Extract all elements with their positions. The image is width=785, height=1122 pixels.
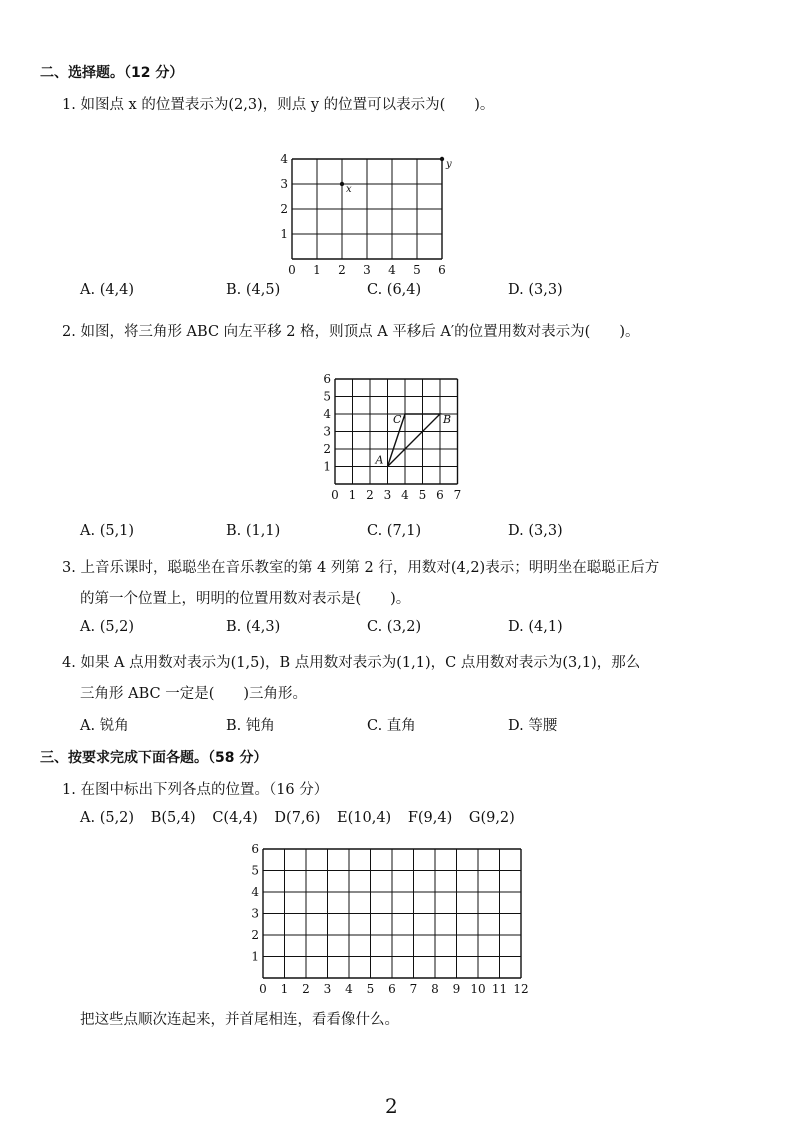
q1-option-c[interactable]: C. (6,4) [367, 282, 422, 298]
q2-option-a[interactable]: A. (5,1) [80, 523, 135, 539]
x-tick-label: 1 [313, 263, 321, 277]
y-tick-label: 2 [251, 928, 259, 943]
x-tick-label: 1 [280, 982, 289, 996]
vertex-label-A: A [375, 453, 384, 467]
x-tick-label: 2 [366, 488, 374, 502]
q1-grid-figure [280, 130, 470, 275]
x-tick-label: 6 [388, 982, 396, 996]
section3-heading: 三、按要求完成下面各题。（58 分） [40, 750, 268, 766]
x-tick-label: 0 [259, 982, 267, 996]
y-tick-label: 6 [323, 372, 331, 387]
y-tick-label: 3 [280, 177, 288, 192]
s3-q1-text: 1. 在图中标出下列各点的位置。（16 分） [62, 782, 329, 798]
y-tick-label: 4 [280, 152, 288, 167]
y-tick-label: 1 [280, 227, 288, 242]
point-d: D(7,6) [274, 810, 321, 826]
x-tick-label: 12 [513, 982, 529, 996]
x-tick-label: 9 [452, 982, 461, 996]
q3-option-b[interactable]: B. (4,3) [226, 619, 281, 635]
q3-text-line1: 3. 上音乐课时，聪聪坐在音乐教室的第 4 列第 2 行，用数对(4,2)表示；明明坐在聪聪正后方 [62, 560, 660, 576]
q3-option-c[interactable]: C. (3,2) [367, 619, 422, 635]
q3-text-line2: 的第一个位置上，明明的位置用数对表示是( )。 [80, 591, 411, 607]
y-tick-label: 2 [280, 202, 288, 217]
y-tick-label: 5 [251, 863, 259, 878]
point-label-y: y [446, 159, 452, 170]
q2-option-b[interactable]: B. (1,1) [226, 523, 281, 539]
x-tick-label: 3 [363, 263, 371, 277]
x-tick-label: 4 [401, 488, 409, 502]
x-tick-label: 3 [323, 982, 332, 996]
q1-option-a[interactable]: A. (4,4) [80, 282, 135, 298]
s3-q1-instruction: 把这些点顺次连起来，并首尾相连，看看像什么。 [80, 1012, 399, 1028]
x-tick-label: 7 [409, 982, 418, 996]
q2-option-d[interactable]: D. (3,3) [508, 523, 563, 539]
y-tick-label: 4 [251, 885, 259, 900]
q2-option-c[interactable]: C. (7,1) [367, 523, 422, 539]
x-tick-label: 3 [383, 488, 392, 502]
point-label-x: x [346, 184, 352, 195]
q4-option-c[interactable]: C. 直角 [367, 718, 416, 734]
page-number: 2 [385, 1094, 398, 1118]
vertex-label-B: B [443, 413, 452, 426]
point-e: E(10,4) [337, 810, 392, 826]
x-tick-label: 4 [388, 263, 396, 277]
x-tick-label: 0 [331, 488, 339, 502]
section2-heading: 二、选择题。（12 分） [40, 65, 184, 81]
q4-option-d[interactable]: D. 等腰 [508, 718, 558, 734]
x-tick-label: 5 [413, 263, 421, 277]
y-tick-label: 5 [323, 389, 331, 404]
x-tick-label: 11 [491, 982, 508, 996]
x-tick-label: 2 [302, 982, 310, 996]
x-tick-label: 0 [288, 263, 296, 277]
q4-option-a[interactable]: A. 锐角 [80, 718, 129, 734]
s3-q1-points [80, 810, 527, 826]
x-tick-label: 10 [470, 982, 486, 996]
point-x [340, 182, 344, 186]
grid-lines [263, 849, 521, 978]
y-tick-label: 3 [323, 424, 331, 439]
point-f: F(9,4) [407, 810, 453, 826]
y-tick-label: 4 [323, 407, 331, 422]
x-tick-label: 1 [348, 488, 357, 502]
x-tick-label: 2 [338, 263, 346, 277]
q4-text-line2: 三角形 ABC 一定是( )三角形。 [80, 686, 308, 702]
vertex-label-C: C [393, 413, 402, 426]
q2-text: 2. 如图，将三角形 ABC 向左平移 2 格，则顶点 A 平移后 A′的位置用数对表示为( )。 [62, 324, 640, 340]
q4-text-line1: 4. 如果 A 点用数对表示为(1,5)，B 点用数对表示为(1,1)，C 点用数对表示为(3,1)，那么 [62, 655, 641, 671]
y-tick-label: 6 [251, 842, 259, 857]
q1-option-b[interactable]: B. (4,5) [226, 282, 281, 298]
point-a: A. (5,2) [80, 810, 135, 826]
x-tick-label: 8 [431, 982, 439, 996]
q1-option-d[interactable]: D. (3,3) [508, 282, 563, 298]
x-tick-label: 7 [453, 488, 462, 502]
q3-option-a[interactable]: A. (5,2) [80, 619, 135, 635]
q2-grid-figure [315, 372, 475, 512]
y-tick-label: 1 [323, 459, 331, 474]
y-tick-label: 1 [251, 949, 259, 964]
x-tick-label: 5 [366, 982, 375, 996]
q3-option-d[interactable]: D. (4,1) [508, 619, 563, 635]
y-tick-label: 2 [323, 442, 331, 457]
y-tick-label: 3 [251, 906, 259, 921]
q4-option-b[interactable]: B. 钝角 [226, 718, 275, 734]
x-tick-label: 6 [438, 263, 446, 277]
grid-lines [335, 379, 458, 484]
x-tick-label: 6 [436, 488, 444, 502]
point-b: B(5,4) [150, 810, 196, 826]
point-y [440, 157, 444, 161]
point-g: G(9,2) [468, 810, 515, 826]
x-tick-label: 5 [418, 488, 427, 502]
q1-text: 1. 如图点 x 的位置表示为(2,3)，则点 y 的位置可以表示为( )。 [62, 97, 495, 113]
s3-q1-grid-figure[interactable] [245, 842, 535, 997]
x-tick-label: 4 [345, 982, 353, 996]
grid-lines [292, 159, 442, 259]
point-c: C(4,4) [212, 810, 258, 826]
